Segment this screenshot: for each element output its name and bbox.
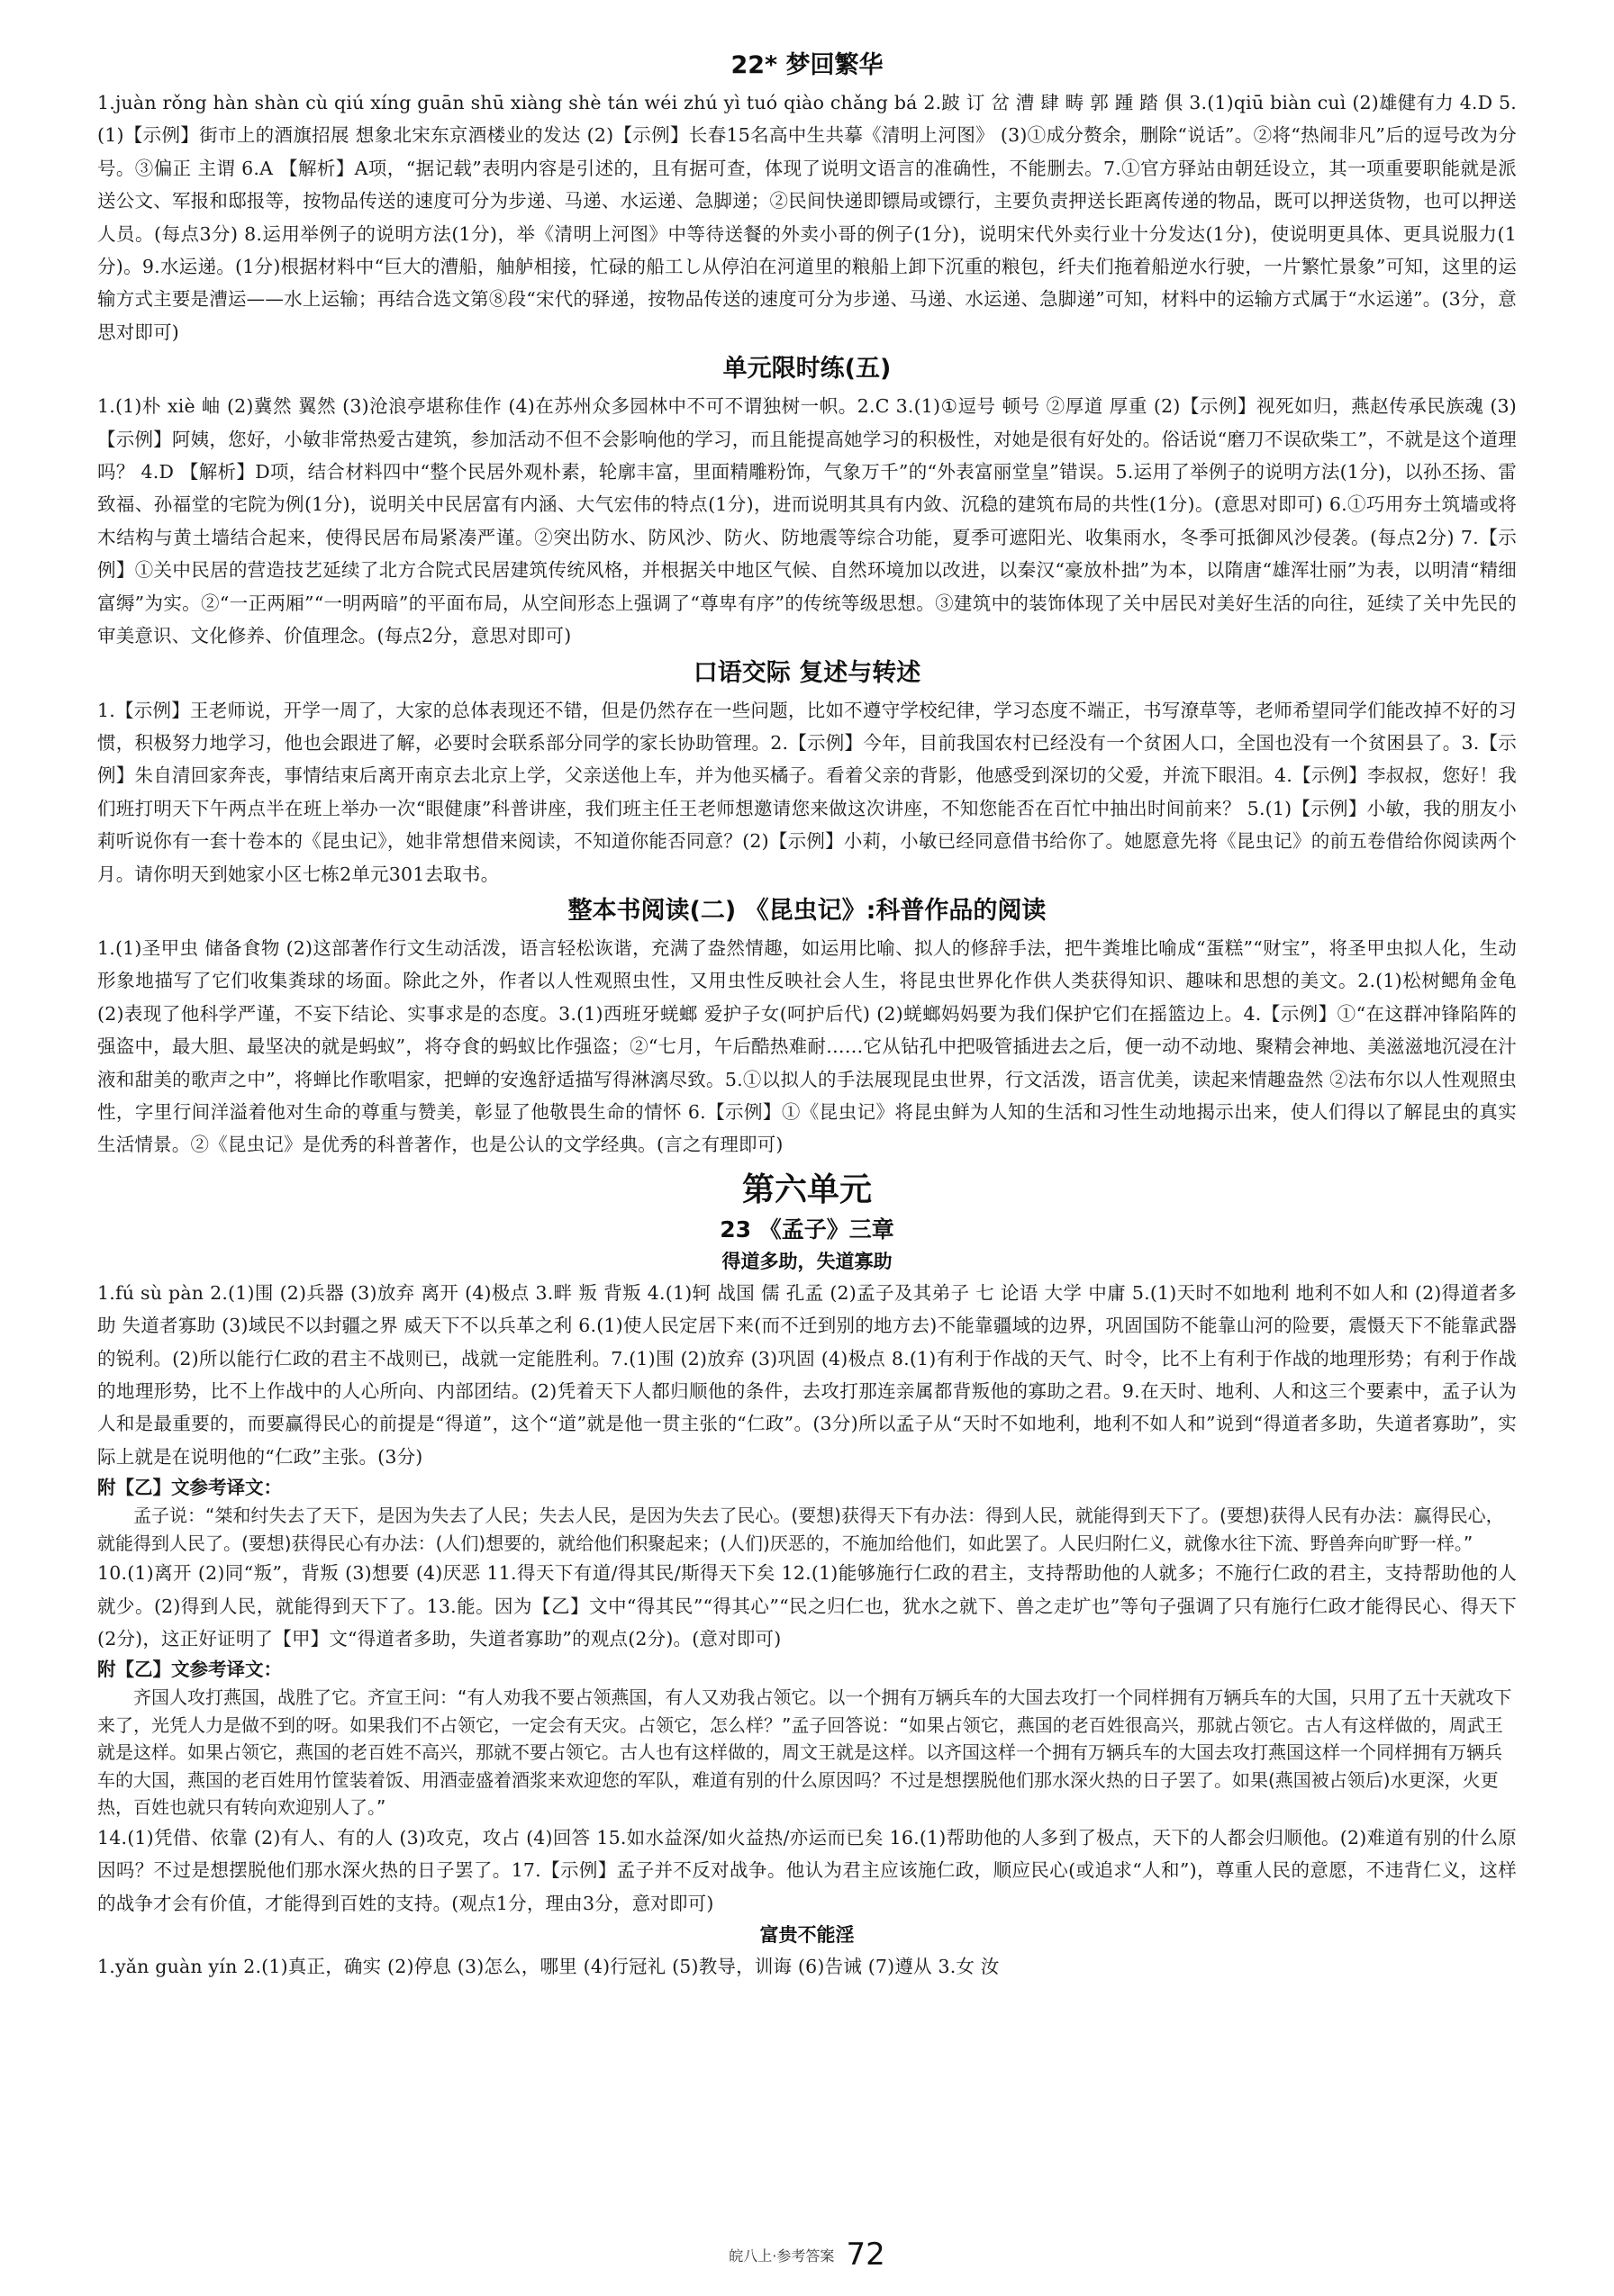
answer-paragraph: 1.【示例】王老师说，开学一周了，大家的总体表现还不错，但是仍然存在一些问题，比如不遵守学校纪律，学习态度不端正，书写潦草等，老师希望同学们能改掉不好的习惯，积极努力地学习，他也会跟进了解，必要时会联系部分同学的家长协助管理。2.【示例】今年，目前我国农村已经没有一个贫困人口，全国也没有一个贫困县了。3.【示例】朱自清回家奔丧，事情结束后离开南京去北京上学，父亲送他上车，并为他买橘子。看着父亲的背影，他感受到深切的父爱，并流下眼泪。4.【示例】李叔叔，您好！我们班打明天下午两点半在班上举办一次“眼健康”科普讲座，我们班主任王老师想邀请您来做这次讲座，不知您能否在百忙中抽出时间前来？ 5.(1)【示例】小敏，我的朋友小莉听说你有一套十卷本的《昆虫记》，她非常想借来阅读，不知道你能否同意？(2)【示例】小莉，小敏已经同意借书给你了。她愿意先将《昆虫记》的前五卷借给你阅读两个月。请你明天到她家小区七栋2单元301去取书。 [97, 699, 1517, 885]
answer-paragraph: 1.yǎn guàn yín 2.(1)真正，确实 (2)停息 (3)怎么，哪里 (4)行冠礼 (5)教导，训诲 (6)告诫 (7)遵从 3.女 汝 [97, 1956, 1000, 1978]
answers-fugui [97, 1950, 1517, 1983]
answer-paragraph: 1.fú sù pàn 2.(1)围 (2)兵器 (3)放弃 离开 (4)极点 3.畔 叛 背叛 4.(1)轲 战国 儒 孔孟 (2)孟子及其弟子 七 论语 大学 中庸 5.(1)天时不如地利 地利不如人和 (2)得道者多助 失道者寡助 (3)域民不以封疆之界 威天下不以兵革之利 6.(1)使人民定居下来(而不迁到别的地方去)不能靠疆域的边界，巩固国防不能靠山河的险要，震慑天下不能靠武器的锐利。(2)所以能行仁政的君主不战则已，战就一定能胜利。7.(1)围 (2)放弃 (3)巩固 (4)极点 8.(1)有利于作战的天气、时令，比不上有利于作战的地理形势；有利于作战的地理形势，比不上作战中的人心所向、内部团结。(2)凭着天下人都归顺他的条件，去攻打那连亲属都背叛他的寡助之君。9.在天时、地利、人和这三个要素中，孟子认为人和是最重要的，而要赢得民心的前提是“得道”，这个“道”就是他一贯主张的“仁政”。(3分)所以孟子从“天时不如地利，地利不如人和”说到“得道者多助，失道者寡助”，实际上就是在说明他的“仁政”主张。(3分) [97, 1281, 1517, 1468]
answers-lesson-23-part3 [97, 1821, 1517, 1920]
subsection-title-fugui: 富贵不能淫 [759, 1924, 855, 1947]
answer-paragraph: 10.(1)离开 (2)同“叛”，背叛 (3)想要 (4)厌恶 11.得天下有道/得其民/斯得天下矣 12.(1)能够施行仁政的君主，支持帮助他的人就多；不施行仁政的君主，支持帮助他的人就少。(2)得到人民，就能得到天下了。13.能。因为【乙】文中“得其民”“得其心”“民之归仁也，犹水之就下、兽之走圹也”等句子强调了只有施行仁政才能得民心、得天下(2分)，这正好证明了【甲】文“得道者多助，失道者寡助”的观点(2分)。(意对即可) [97, 1562, 1517, 1650]
page-number: 72 [846, 2237, 885, 2273]
section-title-whole-book-reading: 整本书阅读(二) 《昆虫记》:科普作品的阅读 [567, 896, 1047, 925]
answers-lesson-23-part1 [97, 1277, 1517, 1473]
translation-title: 附【乙】文参考译文： [97, 1659, 282, 1681]
reference-translation: 孟子说：“桀和纣失去了天下，是因为失去了人民；失去人民，是因为失去了民心。(要想)获得天下有办法：得到人民，就能得到天下了。(要想)获得人民有办法：赢得民心，就能得到人民了。(要想)获得民心有办法：(人们)想要的，就给他们积聚起来；(人们)厌恶的，不施加给他们，如此罢了。人民归附仁义，就像水往下流、野兽奔向旷野一样。” [97, 1505, 1504, 1554]
lesson-23-title: 23 《孟子》三章 [720, 1216, 894, 1243]
answers-lesson-22 [97, 86, 1517, 348]
translation-title: 附【乙】文参考译文： [97, 1477, 282, 1499]
answers-whole-book-reading [97, 932, 1517, 1162]
answers-oral-communication [97, 694, 1517, 890]
section-title-lesson-22: 22* 梦回繁华 [730, 51, 884, 79]
footer-label: 皖八上·参考答案 [729, 2246, 835, 2264]
section-title-unit-test-5: 单元限时练(五) [722, 355, 892, 384]
unit-6-title: 第六单元 [741, 1171, 872, 1208]
answer-paragraph: 1.(1)朴 xiè 岫 (2)冀然 翼然 (3)沧浪亭堪称佳作 (4)在苏州众多园林中不可不谓独树一帜。2.C 3.(1)①逗号 顿号 ②厚道 厚重 (2)【示例】视死如归，燕赵传承民族魂 (3)【示例】阿姨，您好，小敏非常热爱古建筑，参加活动不但不会影响他的学习，而且能提高她学习的积极性，对她是很有好处的。俗话说“磨刀不误砍柴工”，不就是这个道理吗？ 4.D 【解析】D项，结合材料四中“整个民居外观朴素，轮廓丰富，里面精雕粉饰，气象万千”的“外表富丽堂皇”错误。5.运用了举例子的说明方法(1分)，以孙丕扬、雷致福、孙福堂的宅院为例(1分)，说明关中民居富有内涵、大气宏伟的特点(1分)，进而说明其具有内敛、沉稳的建筑布局的共性(1分)。(意思对即可) 6.①巧用夯土筑墙或将木结构与黄土墙结合起来，使得民居布局紧凑严谨。②突出防水、防风沙、防火、防地震等综合功能，夏季可遮阳光、收集雨水，冬季可抵御风沙侵袭。(每点2分) 7.【示例】①关中民居的营造技艺延续了北方合院式民居建筑传统风格，并根据关中地区气候、自然环境加以改进，以秦汉“豪放朴拙”为本，以隋唐“雄浑壮丽”为表，以明清“精细富缛”为实。②“一正两厢”“一明两暗”的平面布局，从空间形态上强调了“尊卑有序”的传统等级思想。③建筑中的装饰体现了关中居民对美好生活的向往，延续了关中先民的审美意识、文化修养、价值理念。(每点2分，意思对即可) [97, 395, 1517, 647]
answer-paragraph: 1.juàn rǒng hàn shàn cù qiú xíng guān shū xiàng shè tán wéi zhú yì tuó qiào chǎng bá 2.跛 订 岔 漕 肆 畴 郭 踵 踏 俱 3.(1)qiū biàn cuì (2)雄健有力 4.D 5.(1)【示例】街市上的酒旗招展 想象北宋东京酒楼业的发达 (2)【示例】长春15名高中生共摹《清明上河图》 (3)①成分赘余，删除“说话”。②将“热闹非凡”后的逗号改为分号。③偏正 主谓 6.A 【解析】A项，“据记载”表明内容是引述的，且有据可查，体现了说明文语言的准确性，不能删去。7.①官方驿站由朝廷设立，其一项重要职能就是派送公文、军报和邸报等，按物品传送的速度可分为步递、马递、水运递、急脚递；②民间快递即镖局或镖行，主要负责押送长距离传递的物品，既可以押送货物，也可以押送人员。(每点3分) 8.运用举例子的说明方法(1分)，举《清明上河图》中等待送餐的外卖小哥的例子(1分)，说明宋代外卖行业十分发达(1分)，使说明更具体、更具说服力(1分)。9.水运递。(1分)根据材料中“巨大的漕船，舳舻相接，忙碌的船工し从停泊在河道里的粮船上卸下沉重的粮包，纤夫们拖着船逆水行驶，一片繁忙景象”可知，这里的运输方式主要是漕运——水上运输；再结合选文第⑧段“宋代的驿递，按物品传送的速度可分为步递、马递、水运递、急脚递”可知，材料中的运输方式属于“水运递”。(3分，意思对即可) [97, 92, 1517, 343]
answers-lesson-23-part2 [97, 1557, 1517, 1655]
reference-translation: 齐国人攻打燕国，战胜了它。齐宣王问：“有人劝我不要占领燕国，有人又劝我占领它。以一个拥有万辆兵车的大国去攻打一个同样拥有万辆兵车的大国，只用了五十天就攻下来了，光凭人力是做不到的呀。如果我们不占领它，一定会有天灾。占领它，怎么样？”孟子回答说：“如果占领它，燕国的老百姓很高兴，那就占领它。古人有这样做的，周武王就是这样。如果占领它，燕国的老百姓不高兴，那就不要占领它。古人也有这样做的，周文王就是这样。以齐国这样一个拥有万辆兵车的大国去攻打燕国这样一个同样拥有万辆兵车的大国，燕国的老百姓用竹筐装着饭、用酒壶盛着酒浆来欢迎您的军队，难道有别的什么原因吗？不过是想摆脱他们那水深火热的日子罢了。如果(燕国被占领后)水更深，火更热，百姓也就只有转向欢迎别人了。” [97, 1686, 1512, 1819]
answers-unit-test-5 [97, 390, 1517, 652]
section-title-oral-communication: 口语交际 复述与转述 [693, 658, 921, 687]
subsection-title-dedao: 得道多助，失道寡助 [721, 1250, 893, 1272]
page-footer [0, 2237, 1614, 2273]
answer-paragraph: 14.(1)凭借、依靠 (2)有人、有的人 (3)攻克，攻占 (4)回答 15.如水益深/如火益热/亦运而已矣 16.(1)帮助他的人多到了极点，天下的人都会归顺他。(2)难道有别的什么原因吗？不过是想摆脱他们那水深火热的日子罢了。17.【示例】孟子并不反对战争。他认为君主应该施仁政，顺应民心(或追求“人和”)，尊重人民的意愿，不违背仁义，这样的战争才会有价值，才能得到百姓的支持。(观点1分，理由3分，意对即可) [97, 1826, 1517, 1914]
answer-paragraph: 1.(1)圣甲虫 储备食物 (2)这部著作行文生动活泼，语言轻松诙谐，充满了盎然情趣，如运用比喻、拟人的修辞手法，把牛粪堆比喻成“蛋糕”“财宝”，将圣甲虫拟人化，生动形象地描写了它们收集粪球的场面。除此之外，作者以人性观照虫性，又用虫性反映社会人生，将昆虫世界化作供人类获得知识、趣味和思想的美文。2.(1)松树鳃角金龟 (2)表现了他科学严谨，不妄下结论、实事求是的态度。3.(1)西班牙蜣螂 爱护子女(呵护后代) (2)蜣螂妈妈要为我们保护它们在摇篮边上。4.【示例】①“在这群冲锋陷阵的强盗中，最大胆、最坚决的就是蚂蚁”，将夺食的蚂蚁比作强盗；②“七月，午后酷热难耐……它从钻孔中把吸管插进去之后，便一动不动地、聚精会神地、美滋滋地沉浸在汁液和甜美的歌声之中”，将蝉比作歌唱家，把蝉的安逸舒适描写得淋漓尽致。5.①以拟人的手法展现昆虫世界，行文活泼，语言优美，读起来情趣盎然 ②法布尔以人性观照虫性，字里行间洋溢着他对生命的尊重与赞美，彰显了他敬畏生命的情怀 6.【示例】①《昆虫记》将昆虫鲜为人知的生活和习性生动地揭示出来，使人们得以了解昆虫的真实生活情景。②《昆虫记》是优秀的科普著作，也是公认的文学经典。(言之有理即可) [97, 936, 1517, 1156]
